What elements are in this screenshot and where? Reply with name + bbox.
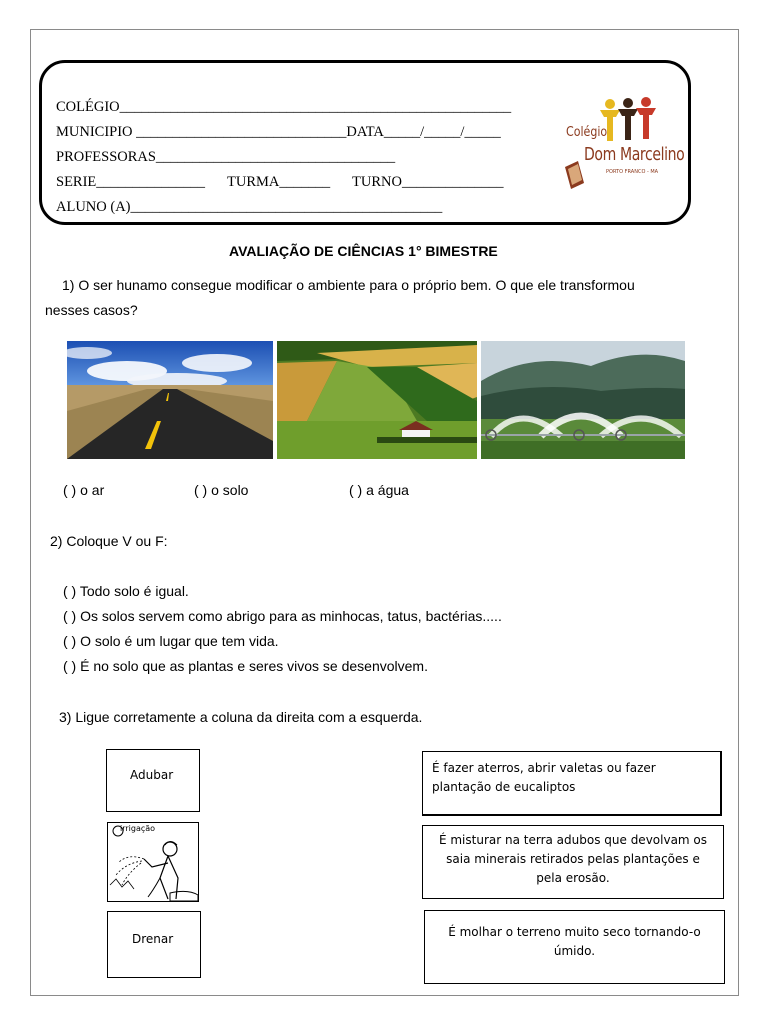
adubar-label: Adubar <box>130 768 174 782</box>
aluno-field: ALUNO (A)___________________________________________ <box>56 199 443 215</box>
q3-prompt: 3) Ligue corretamente a coluna da direita com a esquerda. <box>59 709 423 725</box>
figure-dark-icon <box>618 98 638 140</box>
left-box-adubar[interactable] <box>106 749 200 812</box>
drenar-label: Drenar <box>132 932 174 946</box>
right-box-1-line2: plantação de eucaliptos <box>432 780 576 794</box>
logo-line2: Dom Marcelino <box>584 144 685 165</box>
q2-item-1[interactable]: ( ) Todo solo é igual. <box>63 583 189 599</box>
professoras-field: PROFESSORAS_________________________________ <box>56 149 396 165</box>
q2-item-2[interactable]: ( ) Os solos servem como abrigo para as minhocas, tatus, bactérias..... <box>63 608 502 624</box>
colegio-field: COLÉGIO______________________________________________________ <box>56 99 512 115</box>
figure-red-icon <box>636 97 656 139</box>
turno-field: TURNO______________ <box>352 174 504 190</box>
right-box-2-line3: pela erosão. <box>536 871 610 885</box>
right-box-2-line2: saia minerais retirados pelas plantações e <box>446 852 700 866</box>
irrigation-drawing-icon <box>108 823 200 903</box>
right-box-3[interactable] <box>424 910 725 984</box>
left-box-drenar[interactable] <box>107 911 201 978</box>
left-box-irrigacao[interactable] <box>107 822 199 902</box>
fields-photo <box>277 341 477 459</box>
irrigation-photo <box>481 341 685 459</box>
right-box-3-line1: É molhar o terreno muito seco tornando-o <box>448 925 701 939</box>
road-photo <box>67 341 273 459</box>
page-title: AVALIAÇÃO DE CIÊNCIAS 1° BIMESTRE <box>229 243 498 259</box>
q2-item-4[interactable]: ( ) É no solo que as plantas e seres vivos se desenvolvem. <box>63 658 428 674</box>
right-box-2-line1: É misturar na terra adubos que devolvam os <box>438 833 708 847</box>
irrigacao-label: irrigação <box>120 824 156 833</box>
option-agua[interactable]: ( ) a água <box>349 482 409 498</box>
book-icon <box>565 161 584 189</box>
q1-text-line1: 1) O ser hunamo consegue modificar o ambiente para o próprio bem. O que ele transformou <box>62 277 635 293</box>
right-box-1[interactable] <box>422 751 722 816</box>
right-box-3-line2: úmido. <box>553 944 596 958</box>
option-solo[interactable]: ( ) o solo <box>194 482 249 498</box>
school-logo <box>562 95 685 195</box>
logo-line1: Colégio <box>566 125 608 140</box>
logo-line3: PORTO FRANCO - MA <box>606 169 659 175</box>
right-box-1-line1: É fazer aterros, abrir valetas ou fazer <box>432 761 656 775</box>
q1-text-line2: nesses casos? <box>45 302 138 318</box>
option-ar[interactable]: ( ) o ar <box>63 482 105 498</box>
serie-field: SERIE_______________ <box>56 174 206 190</box>
q2-prompt: 2) Coloque V ou F: <box>50 533 168 549</box>
municipio-data-field: MUNICIPIO _____________________________DATA_____/_____/_____ <box>56 124 501 140</box>
q2-item-3[interactable]: ( ) O solo é um lugar que tem vida. <box>63 633 279 649</box>
right-box-2[interactable] <box>422 825 724 899</box>
turma-field: TURMA_______ <box>227 174 331 190</box>
